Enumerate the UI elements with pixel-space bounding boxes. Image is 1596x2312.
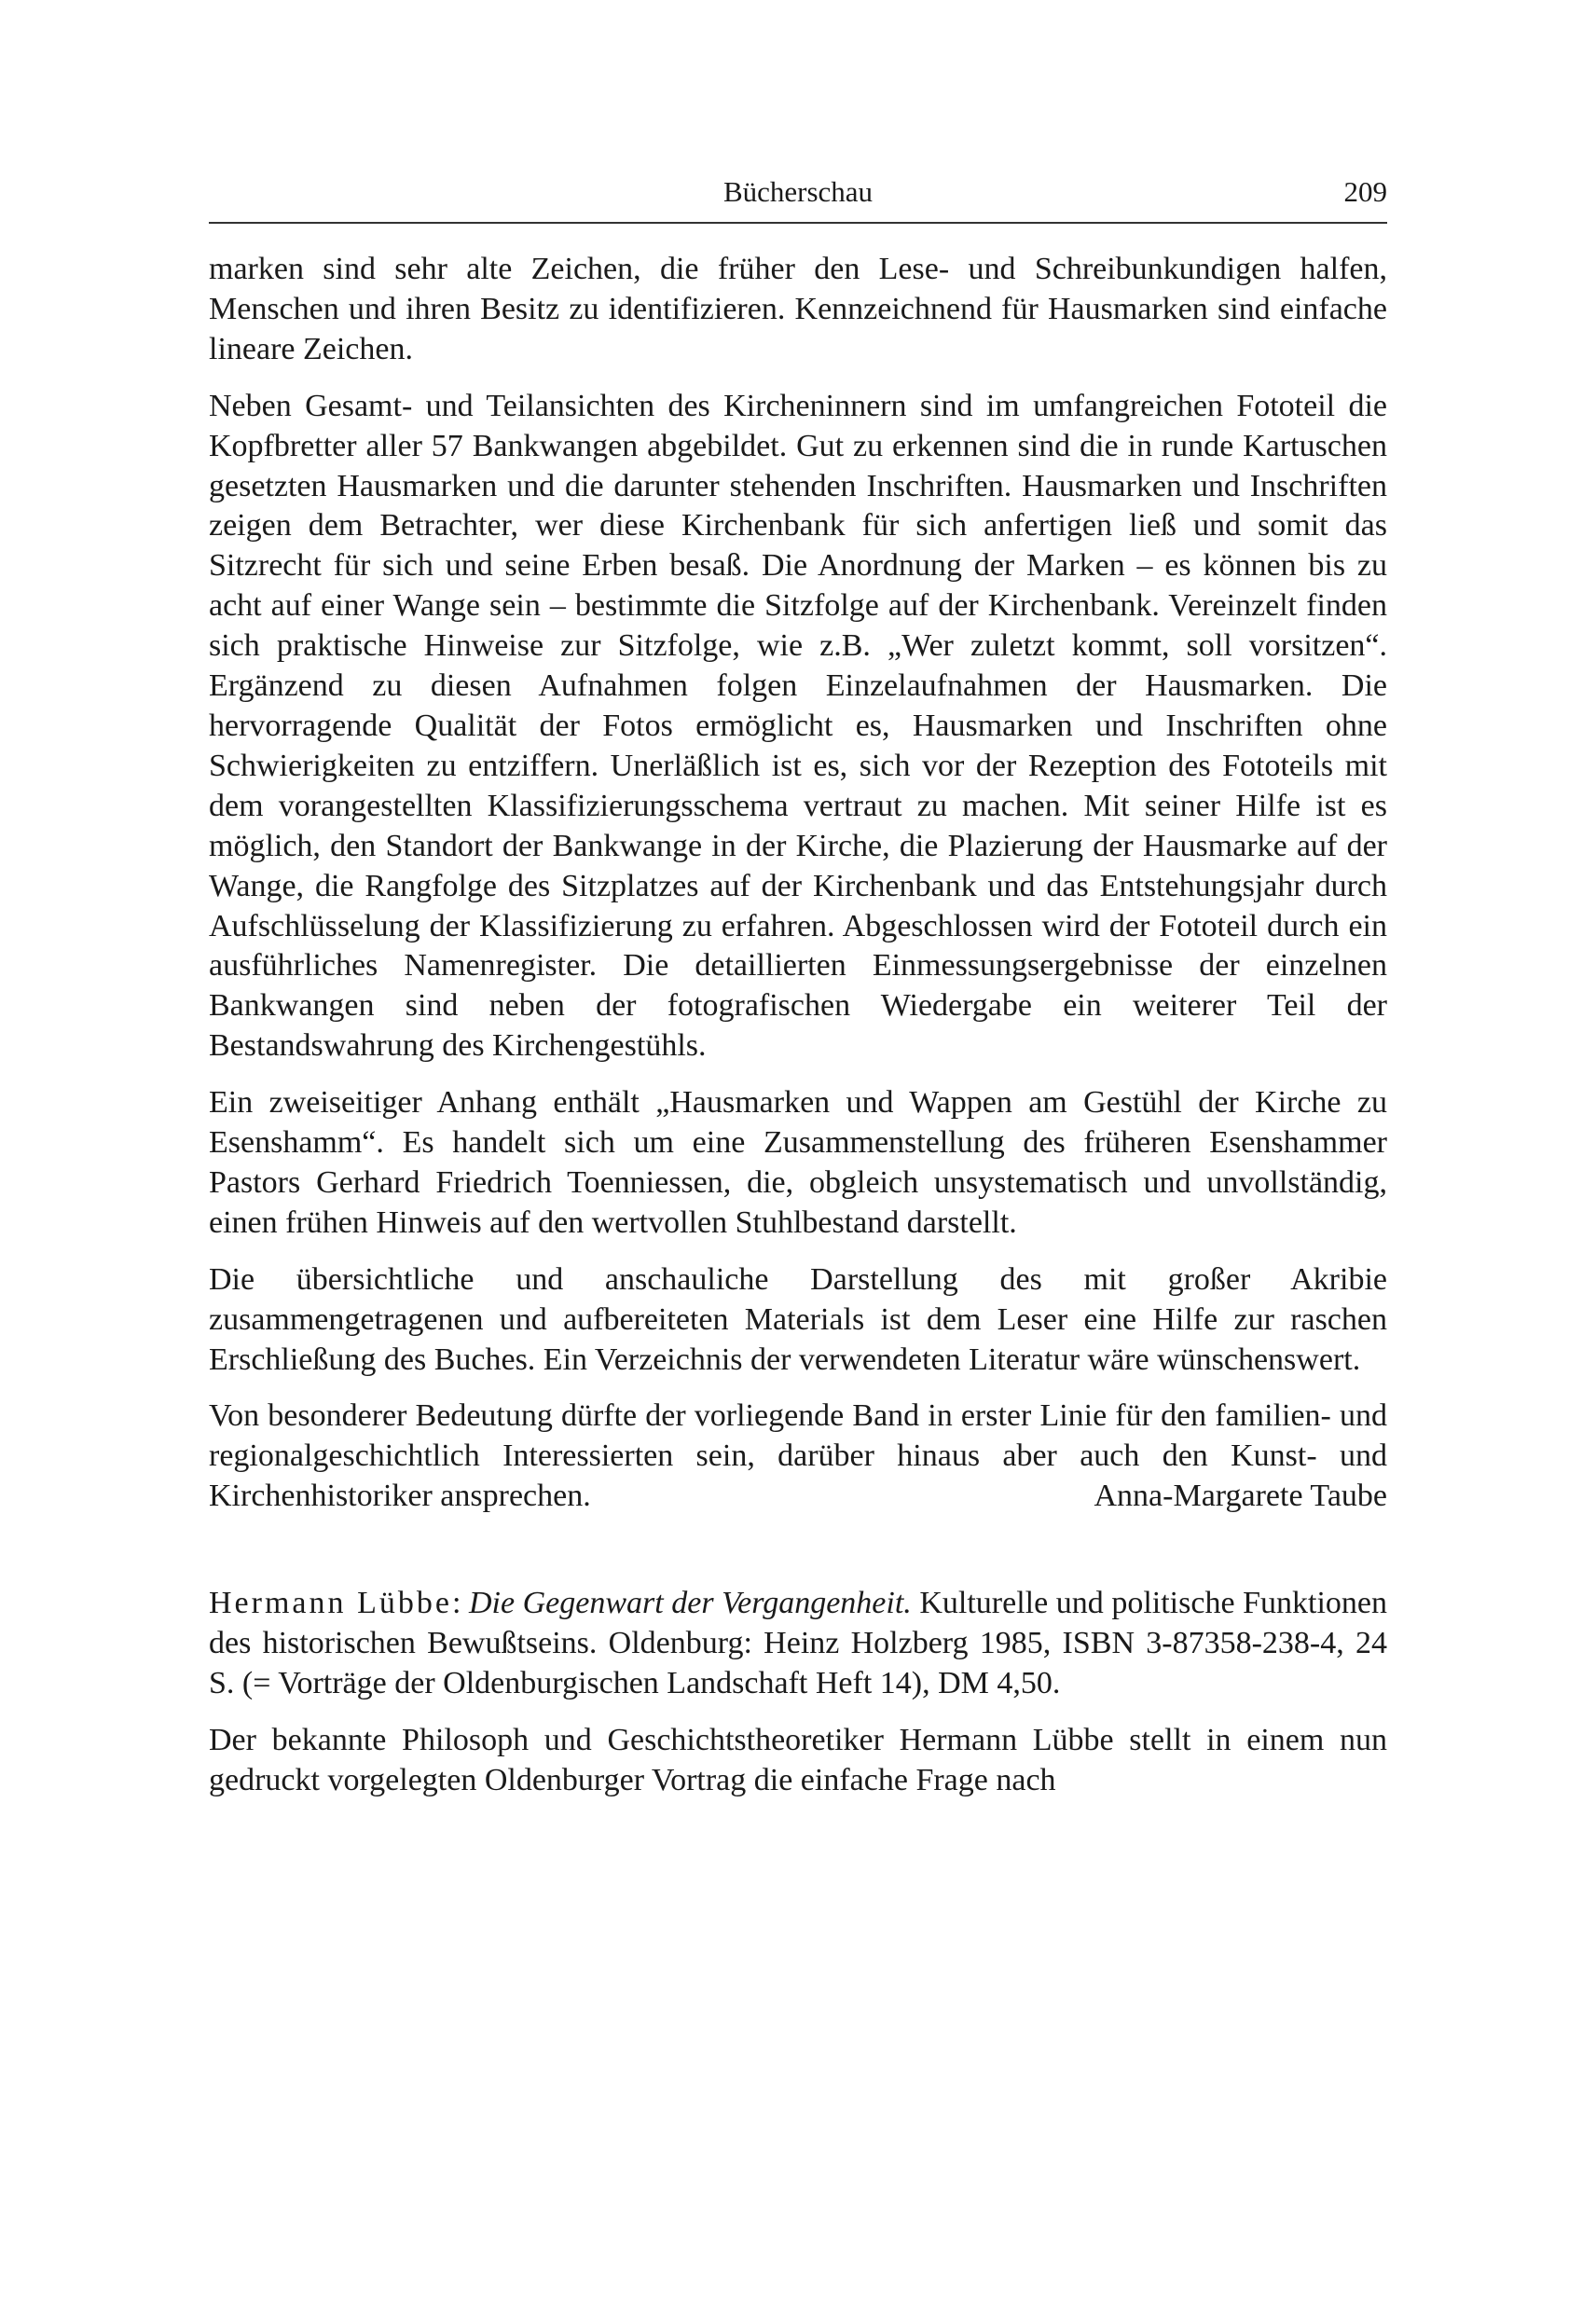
review2-paragraph-1: Der bekannte Philosoph und Geschichtstheoretiker Hermann Lübbe stellt in einem nun gedruckt vorgelegten Oldenburger Vortrag die einfache Frage nach <box>209 1722 1387 1797</box>
running-head <box>209 172 1387 213</box>
review1-paragraph-3: Ein zweiseitiger Anhang enthält „Hausmarken und Wappen am Gestühl der Kirche zu Esenshamm“. Es handelt sich um eine Zusammenstellung des früheren Esenshammer Pastors Gerhard Friedrich Toenniessen, die, obgleich unsystematisch und unvollständig, einen frühen Hinweis auf den wertvollen Stuhlbestand darstellt. <box>209 1085 1387 1240</box>
review-separator <box>209 1534 1387 1584</box>
review2-book-title: Die Gegenwart der Vergangenheit. <box>468 1586 912 1621</box>
review1-paragraph-4: Die übersichtliche und anschauliche Darstellung des mit großer Akribie zusammengetragenen und aufbereiteten Materials ist dem Leser eine Hilfe zur raschen Erschließung des Buches. Ein Verzeichnis der verwendeten Literatur wäre wünschenswert. <box>209 1261 1387 1377</box>
page-number: 209 <box>1343 175 1387 208</box>
review1-paragraph-2: Neben Gesamt- und Teilansichten des Kircheninnern sind im umfangreichen Fototeil die Kopfbretter aller 57 Bankwangen abgebildet. Gut zu erkennen sind die in runde Kartuschen gesetzten Hausmarken und die darunter stehenden Inschriften. Hausmarken und Inschriften zeigen dem Betrachter, wer diese Kirchenbank für sich anfertigen ließ und somit das Sitzrecht für sich und seine Erben besaß. Die Anordnung der Marken – es können bis zu acht auf einer Wange sein – bestimmte die Sitzfolge auf der Kirchenbank. Vereinzelt finden sich praktische Hinweise zur Sitzfolge, wie z.B. „Wer zuletzt kommt, soll vorsitzen“. Ergänzend zu diesen Aufnahmen folgen Einzelaufnahmen der Hausmarken. Die hervorragende Qualität der Fotos ermöglicht es, Hausmarken und Inschriften ohne Schwierigkeiten zu entziffern. Unerläßlich ist es, sich vor der Rezeption des Fototeils mit dem vorangestellten Klassifizierungsschema vertraut zu machen. Mit seiner Hilfe ist es möglich, den Standort der Bankwange in der Kirche, die Plazierung der Hausmarke auf der Wange, die Rangfolge des Sitzplatzes auf der Kirchenbank und das Entstehungsjahr durch Aufschlüsselung der Klassifizierung zu erfahren. Abgeschlossen wird der Fototeil durch ein ausführliches Namenregister. Die detaillierten Einmessungsergebnisse der einzelnen Bankwangen sind neben der fotografischen Wiedergabe ein weiterer Teil der Bestandswahrung des Kirchengestühls. <box>209 388 1387 1064</box>
review2-author: Hermann Lübbe <box>209 1586 452 1621</box>
book-page <box>209 0 1387 2312</box>
reviewer-signature: Anna-Margarete Taube <box>1094 1479 1387 1514</box>
running-title: Bücherschau <box>722 175 874 208</box>
header-rule <box>209 222 1387 224</box>
review1-paragraph-1: marken sind sehr alte Zeichen, die früher den Lese- und Schreibunkundigen halfen, Menschen und ihren Besitz zu identifizieren. Kennzeichnend für Hausmarken sind einfache lineare Zeichen. <box>209 252 1387 366</box>
body-text <box>209 250 1387 1818</box>
review1-paragraph-5 <box>209 1397 1387 1517</box>
review2-bibliographic-entry <box>209 1584 1387 1704</box>
review2-bibliography: Kulturelle und politische Funktionen des historischen Bewußtseins. Oldenburg: Heinz Holzberg 1985, ISBN 3-87358-238-4, 24 S. (= Vorträge der Oldenburgischen Landschaft Heft 14), DM 4,50. <box>209 1586 1387 1700</box>
review1-last-paragraph-text: Von besonderer Bedeutung dürfte der vorliegende Band in erster Linie für den familien- und regionalgeschichtlich Interessierten sein, darüber hinaus aber auch den Kunst- und Kirchenhistoriker ansprechen. <box>209 1398 1387 1514</box>
review2-author-separator: : <box>451 1586 469 1621</box>
